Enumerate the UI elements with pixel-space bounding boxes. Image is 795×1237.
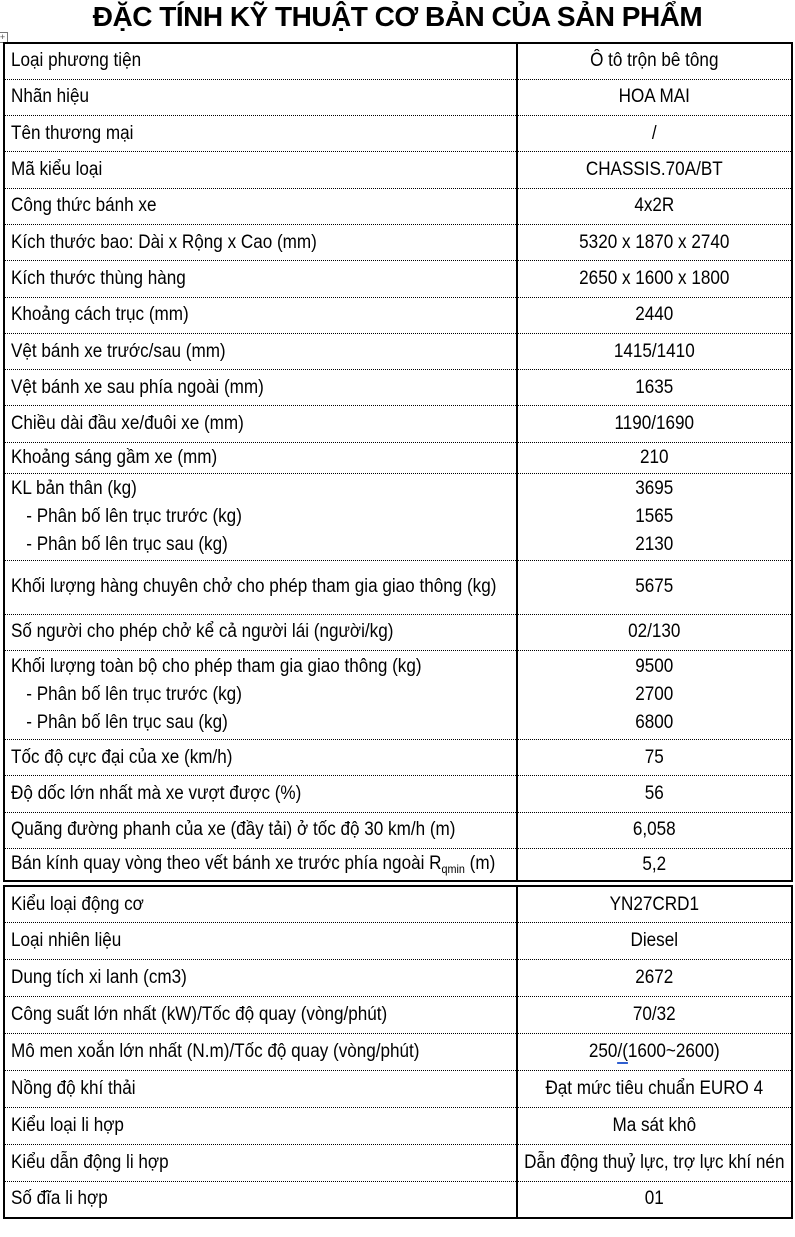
- spec-value-cell: 4x2R: [517, 188, 792, 224]
- spec-row: [4, 297, 792, 333]
- spec-sub-label: KL bản thân (kg): [11, 477, 137, 499]
- spec-value-cell: 2672: [517, 960, 792, 997]
- spec-label-cell: Bán kính quay vòng theo vết bánh xe trước phía ngoài $R_{qmin}$ (m): [11, 853, 496, 877]
- spec-value-cell: Dẫn động thuỷ lực, trợ lực khí nén: [517, 1144, 792, 1181]
- spec-value-cell: 56: [517, 776, 792, 812]
- spec-value-cell: 2440: [517, 297, 792, 333]
- spec-value-cell: CHASSIS.70A/BT: [517, 152, 792, 188]
- right-border-artifact: [791, 444, 793, 478]
- spec-value-cell: 1415/1410: [517, 333, 792, 369]
- spec-row: [4, 886, 792, 923]
- spec-label-cell: Tên thương mại: [4, 116, 517, 152]
- spec-row: [4, 442, 792, 473]
- spec-row: [4, 473, 792, 560]
- spec-row: [4, 1144, 792, 1181]
- spec-value-cell: 75: [517, 740, 792, 776]
- spec-value-cell: Ma sát khô: [517, 1107, 792, 1144]
- spec-label-cell: Chiều dài đầu xe/đuôi xe (mm): [4, 406, 517, 442]
- spec-label-cell: [4, 473, 517, 560]
- spec-label-cell: Khoảng sáng gầm xe (mm): [4, 442, 517, 473]
- spec-row: [4, 116, 792, 152]
- spec-value-cell: 01: [517, 1181, 792, 1218]
- spec-row: [4, 560, 792, 614]
- spec-value-cell: HOA MAI: [517, 79, 792, 115]
- spec-value-cell: Đạt mức tiêu chuẩn EURO 4: [517, 1070, 792, 1107]
- spec-row: [4, 188, 792, 224]
- spec-value-cell: 6,058: [517, 812, 792, 848]
- spec-row: [4, 43, 792, 79]
- spec-label-cell: Khối lượng hàng chuyên chở cho phép tham gia giao thông (kg): [4, 560, 517, 614]
- spec-value-cell: YN27CRD1: [517, 886, 792, 923]
- spec-value-cell: 2650 x 1600 x 1800: [517, 261, 792, 297]
- spec-sub-label: - Phân bố lên trục trước (kg): [26, 684, 242, 706]
- spec-value-cell: 5,2: [517, 848, 792, 881]
- spec-row: [4, 651, 792, 740]
- spec-row: [4, 776, 792, 812]
- spec-value-cell: 5320 x 1870 x 2740: [517, 224, 792, 260]
- spec-label-cell: Nồng độ khí thải: [4, 1070, 517, 1107]
- spec-sub-value: 2130: [635, 533, 674, 555]
- spec-value-cell: 5675: [517, 560, 792, 614]
- spec-label-cell: Nhãn hiệu: [4, 79, 517, 115]
- spec-table-lower: [3, 885, 793, 1219]
- spec-value-cell: Diesel: [517, 923, 792, 960]
- spec-label-cell: Công thức bánh xe: [4, 188, 517, 224]
- spec-row: [4, 960, 792, 997]
- spec-label-cell: Kiểu loại li hợp: [4, 1107, 517, 1144]
- spec-table-upper: [3, 42, 793, 882]
- spec-sub-value: 3695: [635, 477, 674, 499]
- grammar-underline: /(: [617, 1041, 629, 1062]
- page-title: ĐẶC TÍNH KỸ THUẬT CƠ BẢN CỦA SẢN PHẨM: [92, 1, 703, 32]
- spec-label-cell: Công suất lớn nhất (kW)/Tốc độ quay (vòng/phút): [4, 997, 517, 1034]
- spec-label-cell: Độ dốc lớn nhất mà xe vượt được (%): [4, 776, 517, 812]
- spec-label-cell: Mô men xoắn lớn nhất (N.m)/Tốc độ quay (vòng/phút): [4, 1034, 517, 1071]
- spec-row: [4, 1107, 792, 1144]
- spec-sub-value: 2700: [635, 684, 674, 706]
- spec-row: [4, 1181, 792, 1218]
- spec-row: [4, 997, 792, 1034]
- spec-label-cell: [4, 651, 517, 740]
- spec-sub-label: Khối lượng toàn bộ cho phép tham gia giao thông (kg): [11, 656, 422, 678]
- spec-label-cell: Tốc độ cực đại của xe (km/h): [4, 740, 517, 776]
- spec-label-cell: Kích thước thùng hàng: [4, 261, 517, 297]
- spec-row: [4, 152, 792, 188]
- spec-sub-label: - Phân bố lên trục trước (kg): [26, 505, 242, 527]
- spec-value-cell: 1635: [517, 370, 792, 406]
- spec-value-cell: /: [517, 116, 792, 152]
- spec-label-cell: Số đĩa li hợp: [11, 1188, 108, 1210]
- spec-row: [4, 79, 792, 115]
- spec-row: [4, 614, 792, 650]
- spec-label-cell: Quãng đường phanh của xe (đầy tải) ở tốc độ 30 km/h (m): [4, 812, 517, 848]
- spec-label-cell: Loại phương tiện: [4, 43, 517, 79]
- spec-value-cell: 210: [517, 442, 792, 473]
- spec-value-cell: [517, 651, 792, 740]
- spec-label-cell: Số người cho phép chở kể cả người lái (người/kg): [4, 614, 517, 650]
- spec-sub-label: - Phân bố lên trục sau (kg): [26, 712, 228, 734]
- spec-sub-value: 9500: [635, 656, 674, 678]
- spec-label-cell: Khoảng cách trục (mm): [4, 297, 517, 333]
- spec-label-cell: Loại nhiên liệu: [4, 923, 517, 960]
- spec-label-cell: Mã kiểu loại: [4, 152, 517, 188]
- spec-value-cell: [517, 473, 792, 560]
- spec-label-cell: Vệt bánh xe trước/sau (mm): [4, 333, 517, 369]
- spec-label-cell: Kiểu loại động cơ: [4, 886, 517, 923]
- spec-label-cell: Kích thước bao: Dài x Rộng x Cao (mm): [4, 224, 517, 260]
- spec-row: [4, 812, 792, 848]
- spec-row: [4, 261, 792, 297]
- spec-value-cell: 1190/1690: [517, 406, 792, 442]
- spec-value-cell: 02/130: [517, 614, 792, 650]
- spec-value-cell: Ô tô trộn bê tông: [517, 43, 792, 79]
- spec-sub-value: 6800: [635, 712, 674, 734]
- spec-row: [4, 740, 792, 776]
- spec-row: [4, 370, 792, 406]
- spec-row: [4, 224, 792, 260]
- spec-label-cell: Kiểu dẫn động li hợp: [4, 1144, 517, 1181]
- table-move-handle-icon[interactable]: +: [0, 32, 8, 43]
- spec-value-cell: 70/32: [517, 997, 792, 1034]
- spec-row: [4, 923, 792, 960]
- spec-row: [4, 1034, 792, 1071]
- spec-row: [4, 1070, 792, 1107]
- spec-sub-label: - Phân bố lên trục sau (kg): [26, 533, 228, 555]
- spec-value-cell: 250/(1600~2600): [517, 1034, 792, 1071]
- spec-row: [4, 848, 792, 881]
- spec-sub-value: 1565: [635, 505, 674, 527]
- spec-label-cell: Dung tích xi lanh (cm3): [4, 960, 517, 997]
- spec-label-cell: Vệt bánh xe sau phía ngoài (mm): [4, 370, 517, 406]
- spec-row: [4, 333, 792, 369]
- spec-row: [4, 406, 792, 442]
